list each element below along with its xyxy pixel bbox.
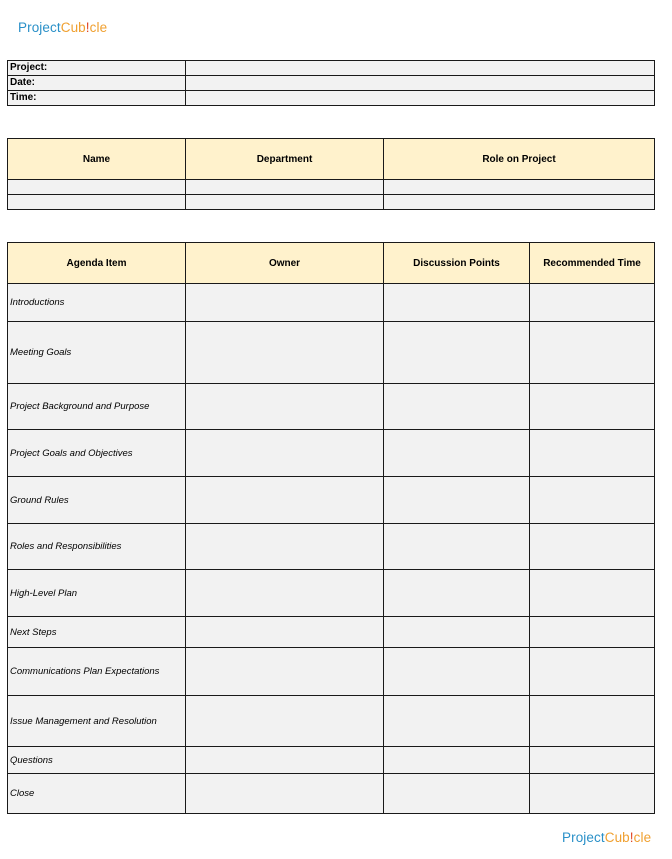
attendee-row <box>8 180 655 195</box>
owner-cell[interactable] <box>186 477 384 524</box>
header-name: Name <box>8 139 186 180</box>
discussion-points-cell[interactable] <box>384 524 530 570</box>
recommended-time-cell[interactable] <box>530 774 655 814</box>
attendee-role-cell[interactable] <box>384 180 655 195</box>
agenda-item-label: Project Background and Purpose <box>8 384 186 430</box>
agenda-row <box>8 617 655 648</box>
agenda-row <box>8 384 655 430</box>
attendee-department-cell[interactable] <box>186 195 384 210</box>
logo-text-project: Project <box>562 830 605 845</box>
agenda-row <box>8 477 655 524</box>
recommended-time-cell[interactable] <box>530 696 655 747</box>
agenda-item-label: Roles and Responsibilities <box>8 524 186 570</box>
agenda-row <box>8 322 655 384</box>
agenda-item-label: Close <box>8 774 186 814</box>
logo-text-exclamation: ! <box>629 830 634 845</box>
time-row <box>8 91 655 106</box>
agenda-row <box>8 284 655 322</box>
discussion-points-cell[interactable] <box>384 747 530 774</box>
recommended-time-cell[interactable] <box>530 524 655 570</box>
owner-cell[interactable] <box>186 384 384 430</box>
attendee-department-cell[interactable] <box>186 180 384 195</box>
discussion-points-cell[interactable] <box>384 477 530 524</box>
attendee-row <box>8 195 655 210</box>
owner-cell[interactable] <box>186 774 384 814</box>
project-row <box>8 61 655 76</box>
recommended-time-cell[interactable] <box>530 477 655 524</box>
agenda-item-label: Project Goals and Objectives <box>8 430 186 477</box>
discussion-points-cell[interactable] <box>384 570 530 617</box>
agenda-row <box>8 774 655 814</box>
logo-text-cub: Cub <box>604 830 630 845</box>
discussion-points-cell[interactable] <box>384 430 530 477</box>
owner-cell[interactable] <box>186 617 384 648</box>
agenda-row <box>8 747 655 774</box>
header-discussion-points: Discussion Points <box>384 243 530 284</box>
owner-cell[interactable] <box>186 696 384 747</box>
owner-cell[interactable] <box>186 570 384 617</box>
agenda-row <box>8 648 655 696</box>
owner-cell[interactable] <box>186 430 384 477</box>
agenda-item-label: Issue Management and Resolution <box>8 696 186 747</box>
agenda-row <box>8 430 655 477</box>
owner-cell[interactable] <box>186 648 384 696</box>
agenda-item-label: Questions <box>8 747 186 774</box>
date-row <box>8 76 655 91</box>
attendee-name-cell[interactable] <box>8 180 186 195</box>
agenda-item-label: Communications Plan Expectations <box>8 648 186 696</box>
discussion-points-cell[interactable] <box>384 384 530 430</box>
attendees-table <box>7 138 655 210</box>
project-value-cell[interactable] <box>186 61 655 76</box>
project-label: Project: <box>8 61 186 76</box>
recommended-time-cell[interactable] <box>530 617 655 648</box>
recommended-time-cell[interactable] <box>530 284 655 322</box>
logo-text-cle: cle <box>89 20 108 35</box>
header-role-on-project: Role on Project <box>384 139 655 180</box>
recommended-time-cell[interactable] <box>530 648 655 696</box>
header-agenda-item: Agenda Item <box>8 243 186 284</box>
agenda-item-label: Meeting Goals <box>8 322 186 384</box>
recommended-time-cell[interactable] <box>530 322 655 384</box>
header-recommended-time: Recommended Time <box>530 243 655 284</box>
agenda-item-label: High-Level Plan <box>8 570 186 617</box>
header-department: Department <box>186 139 384 180</box>
owner-cell[interactable] <box>186 322 384 384</box>
owner-cell[interactable] <box>186 524 384 570</box>
logo-text-cle: cle <box>633 830 652 845</box>
date-label: Date: <box>8 76 186 91</box>
discussion-points-cell[interactable] <box>384 648 530 696</box>
discussion-points-cell[interactable] <box>384 322 530 384</box>
agenda-item-label: Introductions <box>8 284 186 322</box>
agenda-header-row <box>8 243 655 284</box>
agenda-table <box>7 242 655 814</box>
projectcubicle-logo-bottom <box>562 830 651 845</box>
attendees-header-row <box>8 139 655 180</box>
recommended-time-cell[interactable] <box>530 747 655 774</box>
agenda-row <box>8 524 655 570</box>
projectcubicle-logo-top <box>18 20 107 35</box>
time-value-cell[interactable] <box>186 91 655 106</box>
agenda-item-label: Next Steps <box>8 617 186 648</box>
attendee-role-cell[interactable] <box>384 195 655 210</box>
discussion-points-cell[interactable] <box>384 696 530 747</box>
agenda-item-label: Ground Rules <box>8 477 186 524</box>
discussion-points-cell[interactable] <box>384 774 530 814</box>
recommended-time-cell[interactable] <box>530 570 655 617</box>
recommended-time-cell[interactable] <box>530 430 655 477</box>
time-label: Time: <box>8 91 186 106</box>
logo-text-cub: Cub <box>60 20 86 35</box>
logo-text-exclamation: ! <box>85 20 90 35</box>
discussion-points-cell[interactable] <box>384 284 530 322</box>
agenda-row <box>8 696 655 747</box>
attendee-name-cell[interactable] <box>8 195 186 210</box>
agenda-row <box>8 570 655 617</box>
discussion-points-cell[interactable] <box>384 617 530 648</box>
recommended-time-cell[interactable] <box>530 384 655 430</box>
header-owner: Owner <box>186 243 384 284</box>
date-value-cell[interactable] <box>186 76 655 91</box>
project-info-table <box>7 60 655 106</box>
owner-cell[interactable] <box>186 747 384 774</box>
logo-text-project: Project <box>18 20 61 35</box>
owner-cell[interactable] <box>186 284 384 322</box>
